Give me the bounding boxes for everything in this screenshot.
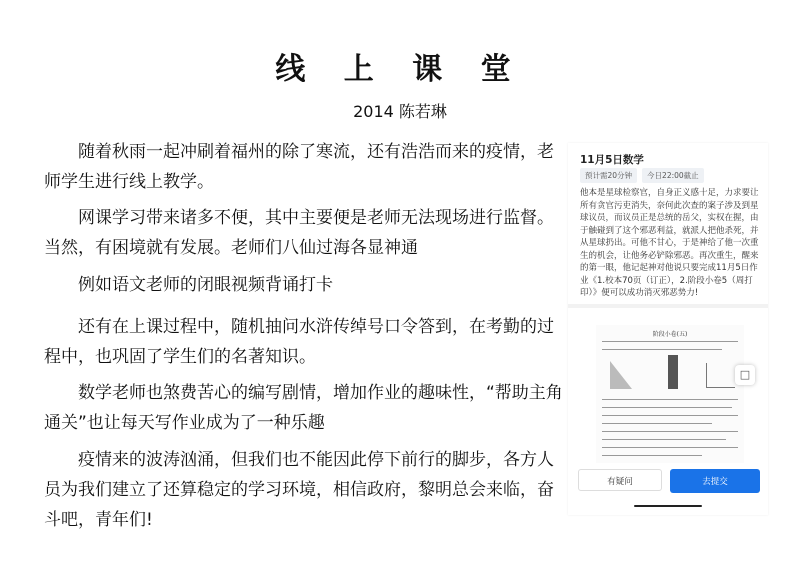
worksheet-line	[602, 399, 738, 400]
homework-app-screenshot	[568, 143, 768, 515]
paragraph-6: 疫情来的波涛汹涌，但我们也不能因此停下前行的脚步，各方人员为我们建立了还算稳定的学习环境，相信政府，黎明总会来临，奋斗吧，青年们!	[44, 450, 554, 530]
deadline-tag: 今日22:00截止	[642, 168, 704, 183]
question-button[interactable]: 有疑问	[578, 469, 662, 491]
floating-tool-icon[interactable]: □	[735, 365, 755, 385]
worksheet-title: 阶段小卷(五)	[652, 331, 688, 338]
worksheet-line	[602, 349, 722, 350]
worksheet-line	[602, 439, 726, 440]
worksheet-line	[602, 341, 738, 342]
paragraph-3: 例如语文老师的闭眼视频背诵打卡	[78, 275, 333, 295]
time-estimate-tag: 预计需20分钟	[580, 168, 637, 183]
paragraph-1: 随着秋雨一起冲刷着福州的除了寒流，还有浩浩而来的疫情，老师学生进行线上教学。	[44, 142, 554, 192]
worksheet-line	[602, 431, 738, 432]
worksheet-line	[602, 447, 738, 448]
worksheet-figure-graph	[706, 363, 735, 388]
worksheet-line	[602, 455, 702, 456]
worksheet-image[interactable]	[596, 325, 744, 463]
assignment-title: 11月5日数学	[580, 154, 644, 166]
worksheet-line	[602, 415, 738, 416]
home-indicator	[634, 505, 702, 507]
worksheet-figure-triangle	[610, 361, 632, 389]
worksheet-line	[602, 407, 732, 408]
divider	[568, 304, 768, 308]
paragraph-4: 还有在上课过程中，随机抽问水浒传绰号口令答到，在考勤的过程中，也巩固了学生们的名著知识。	[44, 317, 554, 367]
article-title: 线 上 课 堂	[275, 52, 525, 87]
worksheet-figure-bar	[668, 355, 678, 389]
assignment-story: 他本是星球检察官，自身正义感十足，力求要让所有贪官污吏消失，奈何此次查的案子涉及到星球议员，而议员正是总统的岳父，实权在握，由于触碰到了这个邪恶利益，就派人把他杀死，并从星球扔出。可他不甘心，于是神给了他一次重生的机会，让他务必铲除邪恶。再次重生，醒来的第一眼，他记起神对他说只要完成11月5日作业《1.校本70页（订正），2.阶段小卷5（周打印）》便可以成功消灭邪恶势力!	[580, 188, 759, 298]
worksheet-line	[602, 423, 712, 424]
article-byline: 2014 陈若琳	[353, 102, 447, 121]
paragraph-5: 数学老师也煞费苦心的编写剧情，增加作业的趣味性，“帮助主角通关”也让每天写作业成为了一种乐趣	[44, 383, 563, 433]
submit-button[interactable]: 去提交	[670, 469, 760, 493]
paragraph-2: 网课学习带来诸多不便，其中主要便是老师无法现场进行监督。当然，有困境就有发展。老师们八仙过海各显神通	[44, 208, 554, 258]
assignment-tags	[580, 168, 704, 183]
